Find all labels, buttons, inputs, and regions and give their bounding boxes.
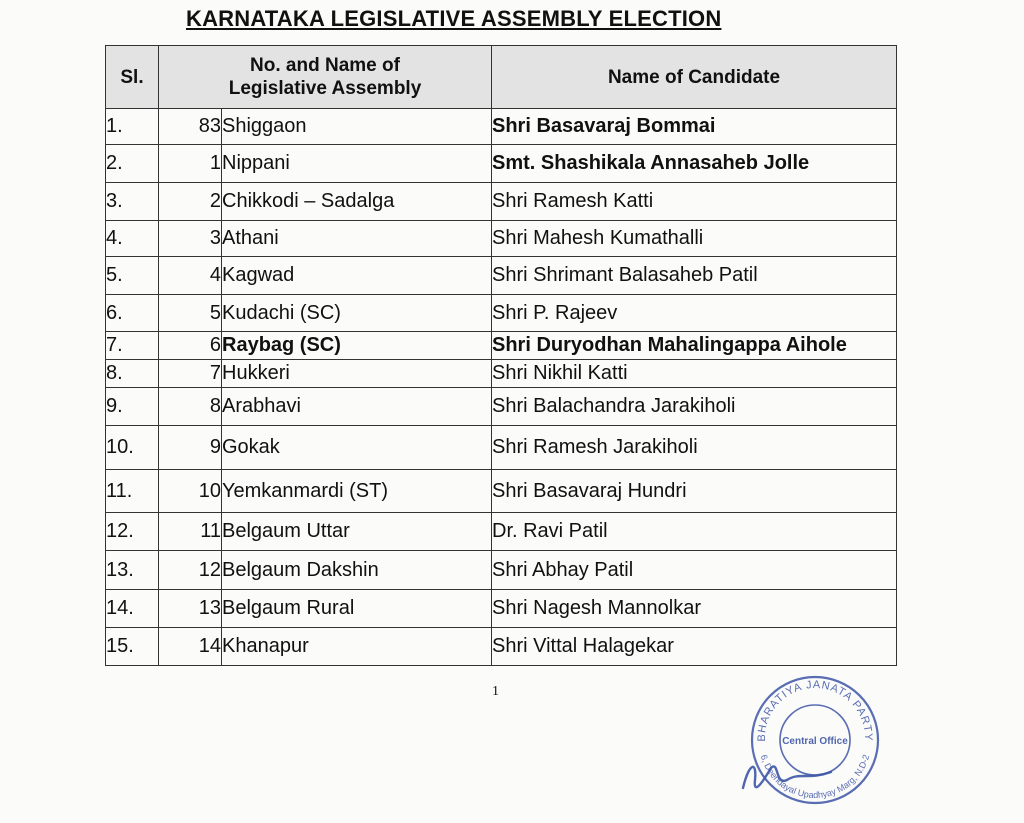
row-sl: 13.	[106, 551, 159, 590]
row-assembly-number: 2	[159, 183, 222, 221]
row-assembly-name: Khanapur	[222, 628, 492, 666]
row-assembly-number: 3	[159, 221, 222, 257]
row-sl: 11.	[106, 470, 159, 513]
row-sl: 1.	[106, 109, 159, 145]
table-row	[106, 221, 897, 257]
row-assembly-number: 83	[159, 109, 222, 145]
row-sl: 2.	[106, 145, 159, 183]
row-assembly-number: 9	[159, 426, 222, 470]
row-candidate: Shri Duryodhan Mahalingappa Aihole	[492, 332, 897, 360]
table-row	[106, 513, 897, 551]
row-candidate: Shri Abhay Patil	[492, 551, 897, 590]
row-candidate: Smt. Shashikala Annasaheb Jolle	[492, 145, 897, 183]
row-sl: 8.	[106, 360, 159, 388]
row-sl: 12.	[106, 513, 159, 551]
table-row	[106, 470, 897, 513]
row-assembly-number: 10	[159, 470, 222, 513]
table-row	[106, 295, 897, 332]
page-number: 1	[492, 684, 499, 699]
row-candidate: Shri P. Rajeev	[492, 295, 897, 332]
row-assembly-number: 5	[159, 295, 222, 332]
header-assembly-line1: No. and Name of	[250, 55, 400, 76]
row-sl: 9.	[106, 388, 159, 426]
table-row	[106, 109, 897, 145]
row-sl: 10.	[106, 426, 159, 470]
row-assembly-name: Shiggaon	[222, 109, 492, 145]
row-assembly-name: Yemkanmardi (ST)	[222, 470, 492, 513]
row-sl: 14.	[106, 590, 159, 628]
row-sl: 3.	[106, 183, 159, 221]
row-assembly-name: Belgaum Dakshin	[222, 551, 492, 590]
row-assembly-number: 12	[159, 551, 222, 590]
header-sl: Sl.	[106, 46, 159, 109]
row-assembly-number: 6	[159, 332, 222, 360]
row-assembly-name: Kagwad	[222, 257, 492, 295]
table-row	[106, 145, 897, 183]
header-assembly	[159, 46, 492, 109]
header-assembly-line2: Legislative Assembly	[228, 78, 422, 99]
row-assembly-name: Belgaum Uttar	[222, 513, 492, 551]
candidate-table	[105, 45, 897, 666]
row-sl: 5.	[106, 257, 159, 295]
row-assembly-number: 8	[159, 388, 222, 426]
row-candidate: Shri Vittal Halagekar	[492, 628, 897, 666]
table-row	[106, 388, 897, 426]
row-assembly-name: Kudachi (SC)	[222, 295, 492, 332]
table-row	[106, 628, 897, 666]
row-sl: 6.	[106, 295, 159, 332]
row-assembly-name: Gokak	[222, 426, 492, 470]
header-candidate: Name of Candidate	[492, 46, 897, 109]
row-assembly-name: Arabhavi	[222, 388, 492, 426]
row-candidate: Shri Shrimant Balasaheb Patil	[492, 257, 897, 295]
seal-outer-text: BHARATIYA JANATA PARTY	[755, 678, 875, 742]
row-sl: 7.	[106, 332, 159, 360]
row-assembly-name: Athani	[222, 221, 492, 257]
row-candidate: Dr. Ravi Patil	[492, 513, 897, 551]
row-candidate: Shri Mahesh Kumathalli	[492, 221, 897, 257]
row-candidate: Shri Nikhil Katti	[492, 360, 897, 388]
row-sl: 4.	[106, 221, 159, 257]
svg-text:BHARATIYA JANATA PARTY	[756, 679, 874, 742]
seal-inner-text: Central Office	[782, 736, 848, 747]
party-seal-stamp	[735, 668, 895, 818]
row-assembly-number: 7	[159, 360, 222, 388]
table-row	[106, 426, 897, 470]
row-assembly-name: Hukkeri	[222, 360, 492, 388]
row-assembly-name: Nippani	[222, 145, 492, 183]
seal-address-text: 6, Deendayal Upadhyay Marg, N.D-2	[758, 753, 872, 801]
row-assembly-name: Raybag (SC)	[222, 332, 492, 360]
table-header-row	[106, 46, 897, 109]
table-row	[106, 551, 897, 590]
row-candidate: Shri Ramesh Katti	[492, 183, 897, 221]
row-candidate: Shri Basavaraj Bommai	[492, 109, 897, 145]
row-assembly-number: 11	[159, 513, 222, 551]
table-row	[106, 360, 897, 388]
row-assembly-name: Chikkodi – Sadalga	[222, 183, 492, 221]
seal-graphic	[735, 668, 895, 818]
row-assembly-number: 14	[159, 628, 222, 666]
row-candidate: Shri Nagesh Mannolkar	[492, 590, 897, 628]
table-row	[106, 590, 897, 628]
row-candidate: Shri Basavaraj Hundri	[492, 470, 897, 513]
row-assembly-number: 1	[159, 145, 222, 183]
table-row	[106, 257, 897, 295]
row-sl: 15.	[106, 628, 159, 666]
row-assembly-number: 13	[159, 590, 222, 628]
row-assembly-name: Belgaum Rural	[222, 590, 492, 628]
document-title: KARNATAKA LEGISLATIVE ASSEMBLY ELECTION	[186, 6, 722, 31]
table-row	[106, 332, 897, 360]
table-row	[106, 183, 897, 221]
row-candidate: Shri Balachandra Jarakiholi	[492, 388, 897, 426]
row-candidate: Shri Ramesh Jarakiholi	[492, 426, 897, 470]
row-assembly-number: 4	[159, 257, 222, 295]
